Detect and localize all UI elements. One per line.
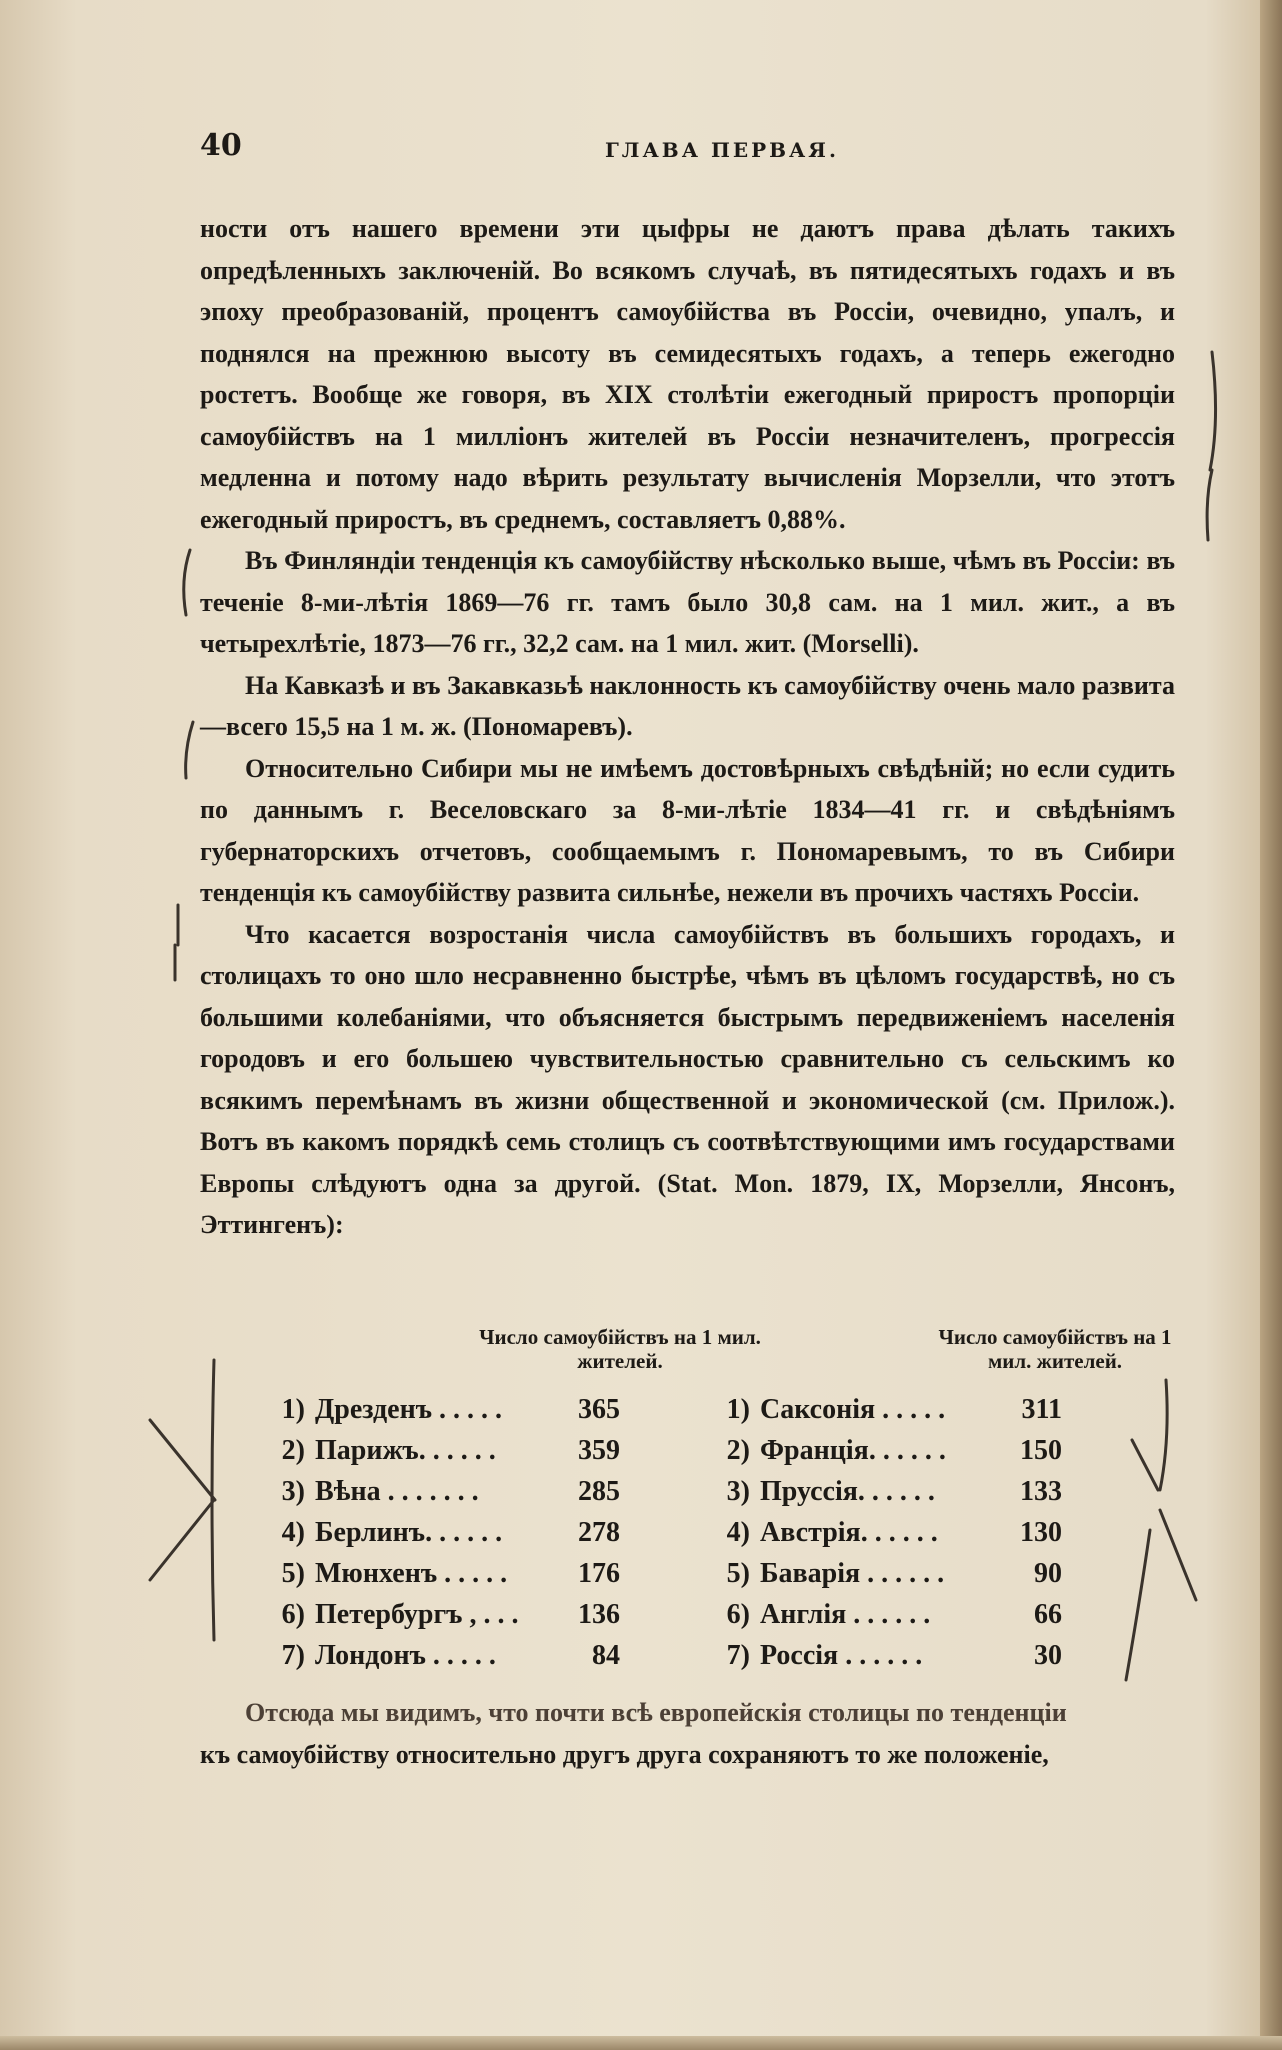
city-name: Парижъ. . . . . . — [315, 1435, 496, 1466]
page-header — [200, 128, 1170, 168]
state-name: Саксонія . . . . . — [760, 1394, 946, 1425]
state-row — [710, 1512, 1110, 1553]
city-rank: 2) — [281, 1435, 305, 1466]
state-rank: 3) — [726, 1476, 750, 1507]
city-row — [265, 1471, 665, 1512]
city-name: Дрезденъ . . . . . — [315, 1394, 503, 1425]
closing-line-2: къ самоубійству относительно другъ друга сохраняютъ то же положеніе, — [200, 1739, 1049, 1769]
city-value: 176 — [578, 1558, 620, 1589]
state-value: 311 — [1021, 1394, 1062, 1425]
city-rank: 1) — [281, 1394, 305, 1425]
state-row — [710, 1389, 1110, 1430]
city-rank: 5) — [281, 1558, 305, 1589]
city-value: 285 — [578, 1476, 620, 1507]
state-rank: 6) — [726, 1599, 750, 1630]
paragraph-3: На Кавказѣ и въ Закавказьѣ наклонность къ самоубійству очень мало развита—всего 15,5 на 1 м. ж. (Пономаревъ). — [200, 670, 1175, 741]
state-value: 66 — [1034, 1599, 1062, 1630]
city-value: 365 — [578, 1394, 620, 1425]
city-name: Берлинъ. . . . . . — [315, 1517, 503, 1548]
page-bottom-edge — [0, 2036, 1282, 2050]
city-row — [265, 1430, 665, 1471]
city-row — [265, 1389, 665, 1430]
state-value: 150 — [1020, 1435, 1062, 1466]
city-row — [265, 1635, 665, 1676]
state-row — [710, 1430, 1110, 1471]
state-row — [710, 1635, 1110, 1676]
state-name: Пруссія. . . . . . — [760, 1476, 935, 1507]
states-column-header: Число самоубійствъ на 1 мил. жителей. — [938, 1325, 1172, 1373]
paragraph-2: Въ Финляндіи тенденція къ самоубійству нѣсколько выше, чѣмъ въ Россіи: въ теченіе 8-ми-лѣтія 1869—76 гг. тамъ было 30,8 сам. на 1 мил. жит., а въ четырехлѣтіе, 1873—76 гг., 32,2 сам. на 1 мил. жит. (Morselli). — [200, 546, 1175, 658]
city-value: 136 — [578, 1599, 620, 1630]
state-value: 30 — [1034, 1640, 1062, 1671]
city-value: 359 — [578, 1435, 620, 1466]
book-spine-shadow — [1260, 0, 1282, 2050]
state-value: 133 — [1020, 1476, 1062, 1507]
state-value: 130 — [1020, 1517, 1062, 1548]
state-name: Англія . . . . . . — [760, 1599, 931, 1630]
state-name: Россія . . . . . . — [760, 1640, 923, 1671]
state-row — [710, 1471, 1110, 1512]
state-name: Баварія . . . . . . — [760, 1558, 945, 1589]
city-name: Вѣна . . . . . . . — [315, 1476, 479, 1507]
city-row — [265, 1512, 665, 1553]
states-list — [710, 1389, 1110, 1676]
body-text — [200, 208, 1175, 1246]
cities-list — [265, 1389, 665, 1676]
closing-text — [200, 1692, 1175, 1775]
city-row — [265, 1594, 665, 1635]
closing-line-1: Отсюда мы видимъ, что почти всѣ европейскія столицы по тенденціи — [245, 1698, 1067, 1727]
city-name: Петербургъ , . . . — [315, 1599, 519, 1630]
state-row — [710, 1594, 1110, 1635]
city-name: Мюнхенъ . . . . . — [315, 1558, 508, 1589]
page-number: 40 — [200, 128, 242, 163]
state-rank: 5) — [726, 1558, 750, 1589]
state-rank: 1) — [726, 1394, 750, 1425]
state-rank: 2) — [726, 1435, 750, 1466]
suicide-rate-table — [255, 1325, 1185, 1685]
state-name: Австрія. . . . . . — [760, 1517, 938, 1548]
state-row — [710, 1553, 1110, 1594]
city-rank: 3) — [281, 1476, 305, 1507]
running-head: ГЛАВА ПЕРВАЯ. — [605, 138, 839, 162]
city-rank: 6) — [281, 1599, 305, 1630]
state-name: Франція. . . . . . — [760, 1435, 946, 1466]
state-rank: 4) — [726, 1517, 750, 1548]
city-row — [265, 1553, 665, 1594]
city-value: 84 — [592, 1640, 620, 1671]
paragraph-1: ности отъ нашего времени эти цыфры не даютъ права дѣлать такихъ опредѣленныхъ заключеній. Во всякомъ случаѣ, въ пятидесятыхъ годахъ и въ эпоху преобразованій, процентъ самоубійства въ Россіи, очевидно, упалъ, и поднялся на прежнюю высоту въ семидесятыхъ годахъ, а теперь ежегодно ростетъ. Вообще же говоря, въ XIX столѣтіи ежегодный приростъ пропорціи самоубійствъ на 1 милліонъ жителей въ Россіи незначителенъ, прогрессія медленна и потому надо вѣрить результату вычисленія Морзелли, что этотъ ежегодный приростъ, въ среднемъ, составляетъ 0,88%. — [200, 214, 1175, 534]
city-value: 278 — [578, 1517, 620, 1548]
city-name: Лондонъ . . . . . — [315, 1640, 496, 1671]
cities-column-header: Число самоубійствъ на 1 мил. жителей. — [479, 1325, 761, 1373]
city-rank: 4) — [281, 1517, 305, 1548]
paragraph-4: Относительно Сибири мы не имѣемъ достовѣрныхъ свѣдѣній; но если судить по даннымъ г. Веселовскаго за 8-ми-лѣтіе 1834—41 гг. и свѣдѣніямъ губернаторскихъ отчетовъ, сообщаемымъ г. Пономаревымъ, то въ Сибири тенденція къ самоубійству развита сильнѣе, нежели въ прочихъ частяхъ Россіи. — [200, 753, 1175, 907]
city-rank: 7) — [281, 1640, 305, 1671]
paragraph-5: Что касается возростанія числа самоубійствъ въ большихъ городахъ, и столицахъ то оно шло несравненно быстрѣе, чѣмъ въ цѣломъ государствѣ, но съ большими колебаніями, что объясняется быстрымъ передвиженіемъ населенія городовъ и его большею чувствительностью сравнительно съ сельскимъ ко всякимъ перемѣнамъ въ жизни общественной и экономической (см. Прилож.). Вотъ въ какомъ порядкѣ семь столицъ съ соотвѣтствующими имъ государствами Европы слѣдуютъ одна за другой. (Stat. Mon. 1879, IX, Морзелли, Янсонъ, Эттингенъ): — [200, 919, 1175, 1239]
state-value: 90 — [1034, 1558, 1062, 1589]
state-rank: 7) — [726, 1640, 750, 1671]
